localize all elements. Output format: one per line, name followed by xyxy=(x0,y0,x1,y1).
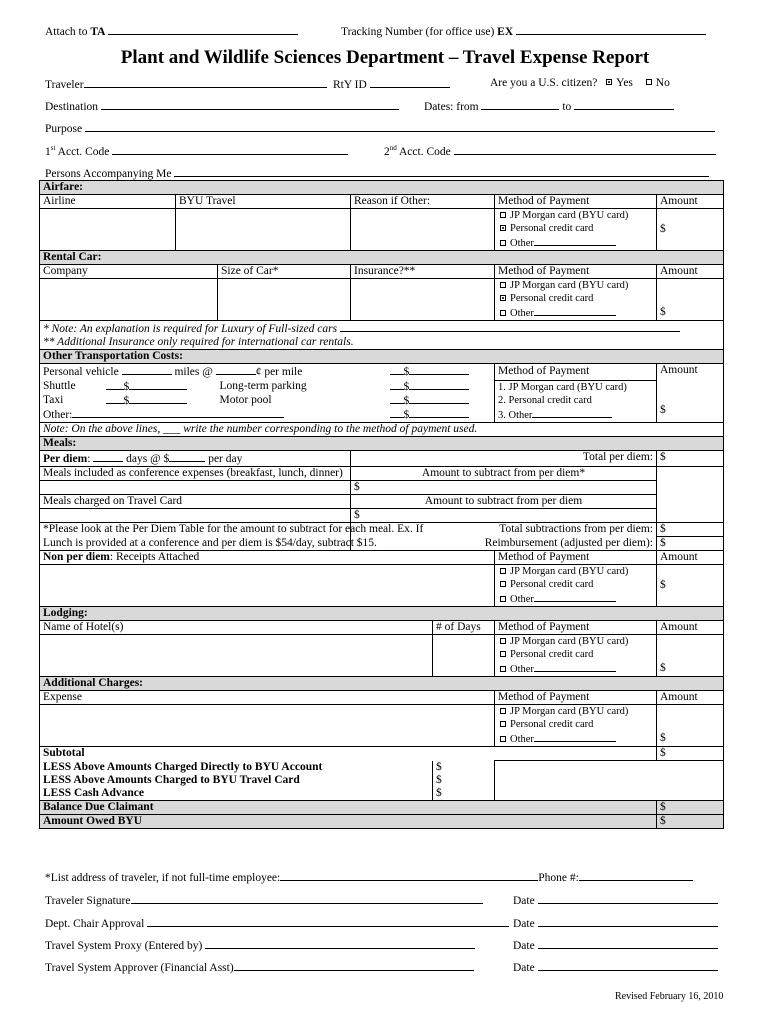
meals-header: Meals: xyxy=(40,437,724,451)
acct2-label: Acct. Code xyxy=(399,146,451,158)
rental-header: Rental Car: xyxy=(40,251,724,265)
other-field[interactable] xyxy=(534,591,616,602)
luxury-explanation-field[interactable] xyxy=(340,321,680,332)
acct1-line[interactable] xyxy=(45,144,348,158)
checkbox-icon xyxy=(500,708,506,714)
mp-amount-field[interactable] xyxy=(409,393,469,404)
airfare-method-label: Method of Payment xyxy=(495,195,657,209)
rental-method-label: Method of Payment xyxy=(495,265,657,279)
purpose-line[interactable] xyxy=(45,121,715,135)
ot-amount-field[interactable] xyxy=(409,407,469,418)
total-per-diem-label: Total per diem: xyxy=(351,451,657,467)
traveler-field[interactable] xyxy=(84,77,327,88)
date-label: Date xyxy=(513,962,535,974)
insurance-field[interactable] xyxy=(351,279,495,321)
miles-label: miles @ xyxy=(174,366,213,378)
page-title: Plant and Wildlife Sciences Department – Travel Expense Report xyxy=(120,47,650,68)
option-label: Personal credit card xyxy=(510,293,594,304)
rate-field[interactable] xyxy=(216,364,256,375)
reimb-label: Reimbursement (adjusted per diem): xyxy=(351,537,657,551)
additional-amount-field[interactable]: $ xyxy=(657,705,724,747)
lodging-amount-field[interactable]: $ xyxy=(657,635,724,677)
checkbox-icon xyxy=(500,596,506,602)
rental-amount-label: Amount xyxy=(657,265,724,279)
checked-box-icon xyxy=(500,225,506,231)
date-from-field[interactable] xyxy=(481,99,559,110)
airfare-jp-option[interactable] xyxy=(498,209,653,222)
option-label: Other xyxy=(510,664,534,675)
non-per-diem-label xyxy=(40,551,495,565)
expense-table xyxy=(39,180,724,829)
airfare-header: Airfare: xyxy=(40,181,724,195)
totals-blank-cell xyxy=(495,761,724,801)
checkbox-icon xyxy=(500,310,506,316)
transport-header: Other Transportation Costs: xyxy=(40,350,724,364)
option-label: Other xyxy=(510,594,534,605)
airfare-amount-field[interactable]: $ xyxy=(657,209,724,251)
travel-card-meals-label: Meals charged on Travel Card xyxy=(40,495,351,509)
acct1-sup: st xyxy=(50,144,56,153)
proxy-line[interactable] xyxy=(45,938,475,952)
rental-note-2: ** Additional Insurance only required for international car rentals. xyxy=(43,336,354,348)
subtotal-field[interactable]: $ xyxy=(657,747,724,761)
total-sub-field[interactable]: $ xyxy=(657,523,724,537)
lodging-days-field[interactable] xyxy=(433,635,495,677)
miles-field[interactable] xyxy=(122,364,172,375)
rate-per-day-field[interactable] xyxy=(169,451,205,462)
chair-field[interactable] xyxy=(147,916,509,927)
option-label: JP Morgan card (BYU card) xyxy=(510,636,629,647)
reason-label: Reason if Other: xyxy=(351,195,495,209)
motor-pool-label: Motor pool xyxy=(219,394,272,406)
npd-method-label: Method of Payment xyxy=(495,551,657,565)
tracking-line[interactable] xyxy=(341,24,706,38)
traveler-signature-line[interactable] xyxy=(45,893,483,907)
lodging-header: Lodging: xyxy=(40,607,724,621)
per-mile-label: ¢ per mile xyxy=(255,366,303,378)
date-label: Date xyxy=(513,918,535,930)
hotel-label: Name of Hotel(s) xyxy=(40,621,433,635)
phone-field[interactable] xyxy=(579,870,693,881)
rental-other-option[interactable] xyxy=(498,305,653,320)
npd-personal-option[interactable] xyxy=(498,578,653,591)
transport-method-cell xyxy=(495,364,657,423)
additional-amount-label: Amount xyxy=(657,691,724,705)
acct2-num: 2 xyxy=(384,146,390,158)
checkbox-icon xyxy=(500,212,506,218)
acct1-num: 1 xyxy=(45,146,51,158)
additional-other-option[interactable] xyxy=(498,731,653,746)
persons-line[interactable] xyxy=(45,166,709,180)
insurance-label: Insurance?** xyxy=(351,265,495,279)
date-label: Date xyxy=(513,895,535,907)
method-3-text: 3. Other xyxy=(498,410,533,421)
traveler-label: Traveler xyxy=(45,79,84,91)
dates-line[interactable] xyxy=(424,99,674,113)
purpose-label: Purpose xyxy=(45,123,83,135)
less-card-field[interactable]: $ xyxy=(433,774,495,787)
total-per-diem-field[interactable]: $ xyxy=(657,451,724,467)
balance-field[interactable]: $ xyxy=(657,800,724,814)
destination-label: Destination xyxy=(45,101,99,113)
ot-method-field[interactable] xyxy=(390,407,404,418)
date-to-field[interactable] xyxy=(574,99,674,110)
rental-personal-option[interactable] xyxy=(498,292,653,305)
traveler-sig-label: Traveler Signature xyxy=(45,895,131,907)
purpose-field[interactable] xyxy=(85,121,715,132)
transport-lines xyxy=(40,364,495,423)
tracking-ex: EX xyxy=(497,26,514,38)
approver-date-field[interactable] xyxy=(538,960,718,971)
dates-from-label: Dates: from xyxy=(424,101,479,113)
expense-field[interactable] xyxy=(40,705,495,747)
checked-box-icon xyxy=(500,295,506,301)
lodging-personal-option[interactable] xyxy=(498,648,653,661)
reimb-field[interactable]: $ xyxy=(657,537,724,551)
acct2-sup: nd xyxy=(389,144,397,153)
mp-method-field[interactable] xyxy=(390,393,404,404)
citizen-label: Are you a U.S. citizen? xyxy=(490,77,598,89)
size-field[interactable] xyxy=(218,279,351,321)
long-term-label: Long-term parking xyxy=(219,380,307,392)
proxy-date-line[interactable] xyxy=(513,938,718,952)
checkbox-icon xyxy=(500,721,506,727)
byu-travel-field[interactable] xyxy=(176,209,351,251)
yes-label: Yes xyxy=(616,77,633,89)
additional-header: Additional Charges: xyxy=(40,677,724,691)
acct2-field[interactable] xyxy=(454,144,716,155)
transport-amount-label: Amount xyxy=(660,364,698,376)
airfare-payment-options xyxy=(495,209,657,251)
other-field[interactable] xyxy=(534,661,616,672)
additional-personal-option[interactable] xyxy=(498,718,653,731)
rental-payment-options xyxy=(495,279,657,321)
pv-method-field[interactable] xyxy=(390,364,404,375)
ltp-method-field[interactable] xyxy=(390,379,404,390)
additional-jp-option[interactable] xyxy=(498,705,653,718)
checkbox-icon xyxy=(500,638,506,644)
address-line[interactable] xyxy=(45,870,693,884)
additional-payment-options xyxy=(495,705,657,747)
other-field[interactable] xyxy=(534,235,616,246)
tracking-field[interactable] xyxy=(516,24,706,35)
shuttle-row[interactable]: Shuttle $ Long-term parking $ xyxy=(43,379,491,393)
attach-to-line[interactable] xyxy=(45,24,298,38)
shuttle-amount-field[interactable] xyxy=(129,379,187,390)
method-3-field[interactable] xyxy=(532,407,612,418)
travel-card-meals-field[interactable] xyxy=(40,509,351,523)
option-label: Personal credit card xyxy=(510,649,594,660)
persons-field[interactable] xyxy=(174,166,709,177)
npd-jp-option[interactable] xyxy=(498,565,653,578)
option-label: Personal credit card xyxy=(510,223,594,234)
option-label: JP Morgan card (BYU card) xyxy=(510,280,629,291)
taxi-method-field[interactable] xyxy=(106,393,124,404)
option-label: Personal credit card xyxy=(510,579,594,590)
proxy-label: Travel System Proxy (Entered by) xyxy=(45,940,203,952)
balance-label: Balance Due Claimant xyxy=(40,800,657,814)
lodging-other-option[interactable] xyxy=(498,661,653,676)
lodging-jp-option[interactable] xyxy=(498,635,653,648)
checkbox-icon xyxy=(500,736,506,742)
rental-jp-option[interactable] xyxy=(498,279,653,292)
days-at-label: days @ $ xyxy=(126,453,170,465)
shuttle-label: Shuttle xyxy=(43,380,76,392)
rental-note-1: * Note: An explanation is required for Luxury of Full-sized cars xyxy=(43,323,338,335)
subtract-conf-field[interactable]: $ xyxy=(351,481,657,495)
transport-amount-cell xyxy=(657,364,724,423)
checkbox-icon xyxy=(500,666,506,672)
expense-label: Expense xyxy=(40,691,495,705)
no-checkbox[interactable] xyxy=(646,79,652,85)
chair-approval-line[interactable] xyxy=(45,916,509,930)
checkbox-icon xyxy=(500,282,506,288)
dates-to-label: to xyxy=(562,101,572,113)
lodging-method-label: Method of Payment xyxy=(495,621,657,635)
destination-field[interactable] xyxy=(101,99,399,110)
traveler-date-field[interactable] xyxy=(538,893,718,904)
less-direct-field[interactable]: $ xyxy=(433,761,495,774)
date-label: Date xyxy=(513,940,535,952)
less-direct-label: LESS Above Amounts Charged Directly to BYU Account xyxy=(40,761,433,774)
option-label: Personal credit card xyxy=(510,719,594,730)
option-label: JP Morgan card (BYU card) xyxy=(510,210,629,221)
personal-vehicle-row[interactable]: Personal vehicle miles @ ¢ per mile $ xyxy=(43,364,491,379)
attach-label: Attach to xyxy=(45,26,88,38)
option-label: Other xyxy=(510,238,534,249)
citizen-line xyxy=(490,77,670,89)
method-3-label xyxy=(498,407,653,422)
no-label: No xyxy=(655,77,670,89)
phone-label: Phone #: xyxy=(538,872,579,884)
subtract-conf-label: Amount to subtract from per diem* xyxy=(351,467,657,481)
company-label: Company xyxy=(40,265,218,279)
acct1-field[interactable] xyxy=(112,144,348,155)
npd-field[interactable] xyxy=(40,565,495,607)
option-label: Other xyxy=(510,308,534,319)
approver-field[interactable] xyxy=(234,960,474,971)
revised-date: Revised February 16, 2010 xyxy=(615,991,724,1002)
traveler-date-line[interactable] xyxy=(513,893,718,907)
ltp-amount-field[interactable] xyxy=(409,379,469,390)
conf-meals-field[interactable] xyxy=(40,481,351,495)
days-label: # of Days xyxy=(433,621,495,635)
lodging-amount-label: Amount xyxy=(657,621,724,635)
yes-checkbox[interactable] xyxy=(606,79,612,85)
other-field[interactable] xyxy=(534,305,616,316)
acct2-line[interactable] xyxy=(384,144,716,158)
checkbox-icon xyxy=(500,651,506,657)
owed-field[interactable]: $ xyxy=(657,814,724,828)
other-transport-label: Other: xyxy=(43,409,73,421)
npd-bold: Non per diem xyxy=(43,551,110,563)
checkbox-icon xyxy=(500,240,506,246)
taxi-row[interactable]: Taxi $ Motor pool $ xyxy=(43,393,491,407)
npd-other-option[interactable] xyxy=(498,591,653,606)
attach-field[interactable] xyxy=(108,24,298,35)
checkbox-icon xyxy=(500,568,506,574)
option-label: Other xyxy=(510,734,534,745)
rty-id-field[interactable] xyxy=(370,77,450,88)
airline-field[interactable] xyxy=(40,209,176,251)
rty-id-label: RtY ID xyxy=(333,79,367,91)
transport-method-label: Method of Payment xyxy=(498,365,590,377)
owed-label: Amount Owed BYU xyxy=(40,814,657,828)
npd-payment-options xyxy=(495,565,657,607)
persons-label: Persons Accompanying Me xyxy=(45,168,172,180)
tracking-label: Tracking Number (for office use) xyxy=(341,26,495,38)
size-label: Size of Car* xyxy=(218,265,351,279)
other-transport-field[interactable] xyxy=(72,407,284,418)
rental-amount-field[interactable]: $ xyxy=(657,279,724,321)
airfare-other-option[interactable] xyxy=(498,235,653,250)
personal-vehicle-label: Personal vehicle xyxy=(43,366,119,378)
proxy-field[interactable] xyxy=(205,938,475,949)
additional-method-label: Method of Payment xyxy=(495,691,657,705)
other-field[interactable] xyxy=(534,731,616,742)
method-2-label: 2. Personal credit card xyxy=(498,395,592,406)
less-cash-label: LESS Cash Advance xyxy=(40,787,433,801)
taxi-label: Taxi xyxy=(43,394,64,406)
airfare-amount-label: Amount xyxy=(657,195,724,209)
transport-note: Note: On the above lines, ___ write the number corresponding to the method of payment used. xyxy=(40,423,724,437)
airfare-personal-option[interactable] xyxy=(498,222,653,235)
approver-line[interactable] xyxy=(45,960,474,974)
traveler-sig-field[interactable] xyxy=(131,893,483,904)
reason-field[interactable] xyxy=(351,209,495,251)
npd-amount-field[interactable]: $ xyxy=(657,565,724,607)
option-label: JP Morgan card (BYU card) xyxy=(510,706,629,717)
option-label: JP Morgan card (BYU card) xyxy=(510,566,629,577)
traveler-line[interactable] xyxy=(45,77,327,91)
company-field[interactable] xyxy=(40,279,218,321)
chair-label: Dept. Chair Approval xyxy=(45,918,145,930)
shuttle-method-field[interactable] xyxy=(106,379,124,390)
conf-meals-label: Meals included as conference expenses (breakfast, lunch, dinner) xyxy=(40,467,351,481)
rty-id-line[interactable] xyxy=(333,77,450,91)
chair-date-field[interactable] xyxy=(538,916,718,927)
per-diem-line[interactable]: Per diem: days @ $ per day xyxy=(40,451,351,467)
per-day-label: per day xyxy=(208,453,243,465)
taxi-amount-field[interactable] xyxy=(129,393,187,404)
total-sub-label: Total subtractions from per diem: xyxy=(351,523,657,537)
npd-rest: : Receipts Attached xyxy=(109,551,200,563)
meals-footnote-1: *Please look at the Per Diem Table for the amount to subtract for each meal. Ex. If xyxy=(40,523,351,537)
attach-ta: TA xyxy=(90,26,106,38)
address-label: *List address of traveler, if not full-time employee: xyxy=(45,872,281,884)
subtotal-label: Subtotal xyxy=(40,747,657,761)
rental-notes xyxy=(40,321,724,350)
meals-blank-cell xyxy=(657,467,724,523)
checkbox-icon xyxy=(500,581,506,587)
hotel-field[interactable] xyxy=(40,635,433,677)
meals-footnote-2: Lunch is provided at a conference and per diem is $54/day, subtract $15. xyxy=(40,537,351,551)
less-card-label: LESS Above Amounts Charged to BYU Travel Card xyxy=(40,774,433,787)
method-1-label: 1. JP Morgan card (BYU card) xyxy=(498,382,627,393)
approver-label: Travel System Approver (Financial Asst) xyxy=(45,962,234,974)
approver-date-line[interactable] xyxy=(513,960,718,974)
per-diem-label: Per diem xyxy=(43,453,88,465)
subtract-card-field[interactable]: $ xyxy=(351,509,657,523)
transport-amount-field[interactable]: $ xyxy=(660,404,666,416)
chair-date-line[interactable] xyxy=(513,916,718,930)
address-field[interactable] xyxy=(280,870,538,881)
less-cash-field[interactable]: $ xyxy=(433,787,495,801)
other-transport-row[interactable]: Other: $ xyxy=(43,407,491,422)
byu-travel-label: BYU Travel xyxy=(176,195,351,209)
subtract-card-label: Amount to subtract from per diem xyxy=(351,495,657,509)
npd-amount-label: Amount xyxy=(657,551,724,565)
days-field[interactable] xyxy=(93,451,123,462)
pv-amount-field[interactable] xyxy=(409,364,469,375)
acct1-label: Acct. Code xyxy=(57,146,110,158)
airline-label: Airline xyxy=(40,195,176,209)
destination-line[interactable] xyxy=(45,99,399,113)
lodging-payment-options xyxy=(495,635,657,677)
proxy-date-field[interactable] xyxy=(538,938,718,949)
